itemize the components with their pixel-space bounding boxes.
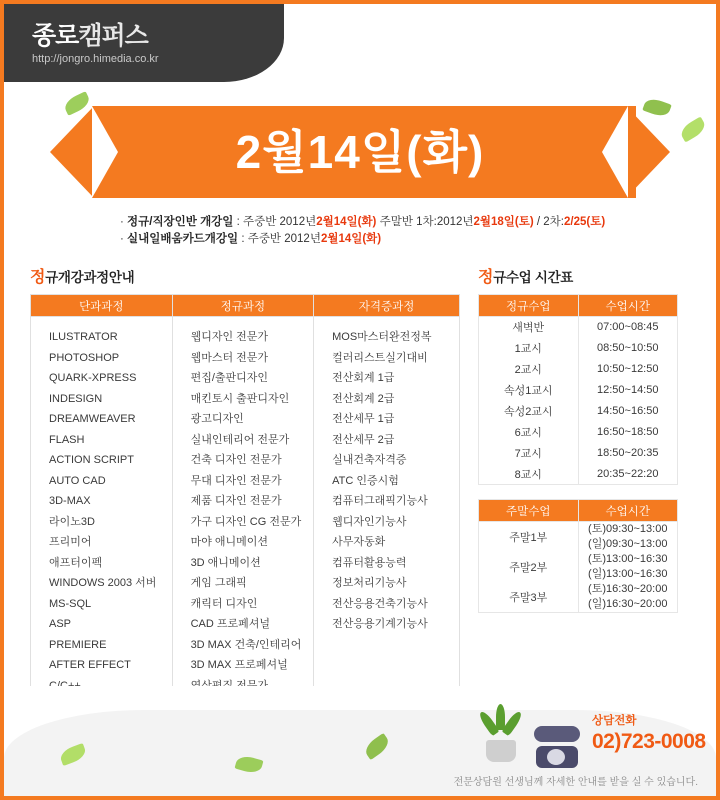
notice-line xyxy=(120,231,716,248)
schedule-cell: 07:00~08:45 xyxy=(578,317,678,338)
schedule-cell: 6교시 xyxy=(479,422,579,443)
course-item: 컴퓨터활용능력 xyxy=(332,556,407,569)
course-item: 실내인테리어 전문가 xyxy=(190,433,290,446)
schedule-row xyxy=(479,422,678,443)
courses-section-title xyxy=(30,264,460,287)
schedule-cell: 16:50~18:50 xyxy=(578,422,678,443)
course-item: 웹디자인 전문가 xyxy=(190,331,269,343)
course-item: INDESIGN xyxy=(49,392,103,405)
notice-highlight: 2월18일(토) xyxy=(473,216,534,228)
course-col-header: 자격증과정 xyxy=(314,295,460,317)
schedule-cell: 2교시 xyxy=(479,359,579,380)
schedule-cell xyxy=(578,552,678,582)
notice-list xyxy=(4,214,716,248)
main-content xyxy=(4,264,716,709)
schedule-cell: 새벽반 xyxy=(479,317,579,338)
weekday-col-header: 정규수업 xyxy=(479,295,579,317)
course-column-cell xyxy=(172,317,314,709)
table-header-row xyxy=(31,295,460,317)
table-header-row xyxy=(479,500,678,522)
course-item: WINDOWS 2003 서버 xyxy=(49,577,157,589)
schedule-row xyxy=(479,522,678,553)
schedule-cell: 18:50~20:35 xyxy=(578,443,678,464)
brand-title-bold: 종로 xyxy=(32,22,79,50)
course-column-cell xyxy=(31,317,173,709)
schedule-row xyxy=(479,380,678,401)
notice-bold: 실내일배움카드개강일 xyxy=(127,233,239,245)
schedule-cell: 7교시 xyxy=(479,443,579,464)
schedule-cell: 속성1교시 xyxy=(479,380,579,401)
contact-block xyxy=(592,712,706,754)
brand-title-rest: 캠퍼스 xyxy=(78,22,148,50)
course-item: 전산응용기계기능사 xyxy=(332,618,428,630)
contact-label: 상담전화 xyxy=(592,715,637,727)
schedule-cell: 08:50~10:50 xyxy=(578,338,678,359)
footer-note: 전문상담원 선생님께 자세한 안내를 받을 실 수 있습니다. xyxy=(453,777,698,788)
course-item: AFTER EFFECT xyxy=(49,659,131,671)
course-item: 편집/출판디자인 xyxy=(190,372,269,384)
schedule-time-sat: (토)13:00~16:30 xyxy=(588,553,668,565)
weekend-col-header: 수업시간 xyxy=(578,500,678,522)
schedule-title-first: 정 xyxy=(478,269,494,286)
schedule-title-rest: 규수업 시간표 xyxy=(493,270,574,285)
schedule-section xyxy=(478,264,678,709)
schedule-cell: 12:50~14:50 xyxy=(578,380,678,401)
page-header xyxy=(4,4,716,90)
schedule-time-sun: (일)13:00~16:30 xyxy=(588,568,668,580)
notice-highlight: 2월14일(화) xyxy=(316,216,377,228)
table-header-row xyxy=(479,295,678,317)
course-item: 3D-MAX xyxy=(49,495,91,507)
course-item: 전산세무 1급 xyxy=(332,413,395,425)
course-item: 캐릭터 디자인 xyxy=(190,597,258,610)
schedule-time-sun: (일)09:30~13:00 xyxy=(588,538,668,550)
schedule-row xyxy=(479,317,678,338)
course-item: ACTION SCRIPT xyxy=(49,454,134,466)
notice-sep: : 주중반 2012년 xyxy=(233,216,317,228)
course-item: 전산회계 1급 xyxy=(332,372,395,384)
course-item: ATC 인증시험 xyxy=(332,474,399,487)
course-column-cell xyxy=(314,317,460,709)
notice-highlight: 2월14일(화) xyxy=(320,233,382,245)
course-item: 매킨토시 출판디자인 xyxy=(190,392,290,405)
date-banner xyxy=(4,98,716,208)
course-item: 애프터이펙 xyxy=(49,556,103,569)
brand-url[interactable]: http://jongro.himedia.co.kr xyxy=(32,53,159,65)
weekend-schedule-table xyxy=(478,499,678,613)
course-col-header: 정규과정 xyxy=(172,295,314,317)
course-item: 전산응용건축기능사 xyxy=(332,597,428,610)
course-item: 컴퓨터그래픽기능사 xyxy=(332,495,428,507)
course-item: ILUSTRATOR xyxy=(49,331,118,343)
course-item: ASP xyxy=(49,618,72,630)
schedule-cell: 주말2부 xyxy=(479,552,579,582)
page-footer xyxy=(4,686,716,796)
schedule-cell xyxy=(578,582,678,613)
course-item: MOS마스터완전정복 xyxy=(332,331,432,343)
schedule-cell: 주말1부 xyxy=(479,522,579,553)
brand-title xyxy=(32,22,159,50)
schedule-row xyxy=(479,582,678,613)
courses-title-first: 정 xyxy=(30,269,46,286)
brand xyxy=(32,22,159,65)
notice-highlight: 2/25(토) xyxy=(564,216,606,228)
notice-prefix: · xyxy=(120,233,128,245)
banner-date-text: 2월14일(화) xyxy=(235,126,485,178)
course-item: 무대 디자인 전문가 xyxy=(190,474,282,487)
courses-section xyxy=(30,264,460,709)
courses-table xyxy=(30,294,460,709)
schedule-cell xyxy=(578,522,678,553)
table-row xyxy=(31,317,460,709)
course-item: 게임 그래픽 xyxy=(190,577,247,589)
schedule-row xyxy=(479,359,678,380)
course-item: PREMIERE xyxy=(49,638,107,651)
course-item: 컬러리스트실기대비 xyxy=(332,351,428,364)
course-item: FLASH xyxy=(49,433,85,446)
weekday-col-header: 수업시간 xyxy=(578,295,678,317)
course-list-0 xyxy=(37,327,166,696)
schedule-row xyxy=(479,443,678,464)
weekend-col-header: 주말수업 xyxy=(479,500,579,522)
course-item: QUARK-XPRESS xyxy=(49,372,137,384)
plant-icon xyxy=(476,704,526,762)
course-item: 실내건축자격증 xyxy=(332,454,407,466)
schedule-section-title xyxy=(478,264,678,287)
course-item: 3D MAX 프로페셔널 xyxy=(190,659,288,671)
schedule-cell: 주말3부 xyxy=(479,582,579,613)
schedule-time-sat: (토)16:30~20:00 xyxy=(588,583,668,595)
course-item: 3D MAX 건축/인테리어 xyxy=(190,638,302,651)
notice-prefix: · xyxy=(120,216,128,228)
weekend-rows xyxy=(479,522,678,613)
course-item: 웹마스터 전문가 xyxy=(190,351,269,364)
schedule-row xyxy=(479,338,678,359)
course-item: 3D 애니메이션 xyxy=(190,556,261,569)
course-item: PHOTOSHOP xyxy=(49,351,120,364)
course-item: 전산회계 2급 xyxy=(332,392,395,405)
notice-bold: 정규/직장인반 개강일 xyxy=(127,216,234,228)
course-item: 라이노3D xyxy=(49,515,95,528)
schedule-cell: 20:35~22:20 xyxy=(578,464,678,485)
weekday-schedule-table xyxy=(478,294,678,485)
course-item: 웹디자인기능사 xyxy=(332,515,407,528)
schedule-time-sat: (토)09:30~13:00 xyxy=(588,523,668,535)
course-item: 광고디자인 xyxy=(190,413,244,425)
course-col-header: 단과과정 xyxy=(31,295,173,317)
phone-icon xyxy=(534,726,580,768)
notice-sep: : 주중반 2012년 xyxy=(238,233,321,245)
course-list-1 xyxy=(179,327,308,696)
schedule-row xyxy=(479,552,678,582)
course-item: 마야 애니메이션 xyxy=(190,536,269,548)
course-item: AUTO CAD xyxy=(49,474,106,487)
schedule-time-sun: (일)16:30~20:00 xyxy=(588,598,668,610)
course-item: 사무자동화 xyxy=(332,536,386,548)
schedule-cell: 14:50~16:50 xyxy=(578,401,678,422)
course-item: 제품 디자인 전문가 xyxy=(190,495,282,507)
course-item: MS-SQL xyxy=(49,597,92,610)
course-item: 전산세무 2급 xyxy=(332,433,395,446)
weekday-rows xyxy=(479,317,678,485)
course-item: DREAMWEAVER xyxy=(49,413,136,425)
courses-title-rest: 규개강과정안내 xyxy=(45,270,135,285)
course-item: 가구 디자인 CG 전문가 xyxy=(190,515,302,528)
notice-mid2: / 2차: xyxy=(533,216,564,228)
course-item: 건축 디자인 전문가 xyxy=(190,454,282,466)
course-item: CAD 프로페셔널 xyxy=(190,618,270,630)
notice-line xyxy=(120,214,716,231)
schedule-cell: 8교시 xyxy=(479,464,579,485)
schedule-cell: 1교시 xyxy=(479,338,579,359)
schedule-row xyxy=(479,401,678,422)
schedule-cell: 10:50~12:50 xyxy=(578,359,678,380)
course-list-2 xyxy=(320,327,453,635)
course-item: 정보처리기능사 xyxy=(332,577,407,589)
course-item: 프리미어 xyxy=(49,536,92,548)
notice-mid: 주말반 1차:2012년 xyxy=(376,216,474,228)
schedule-cell: 속성2교시 xyxy=(479,401,579,422)
schedule-row xyxy=(479,464,678,485)
contact-number[interactable]: 02)723-0008 xyxy=(592,730,706,753)
